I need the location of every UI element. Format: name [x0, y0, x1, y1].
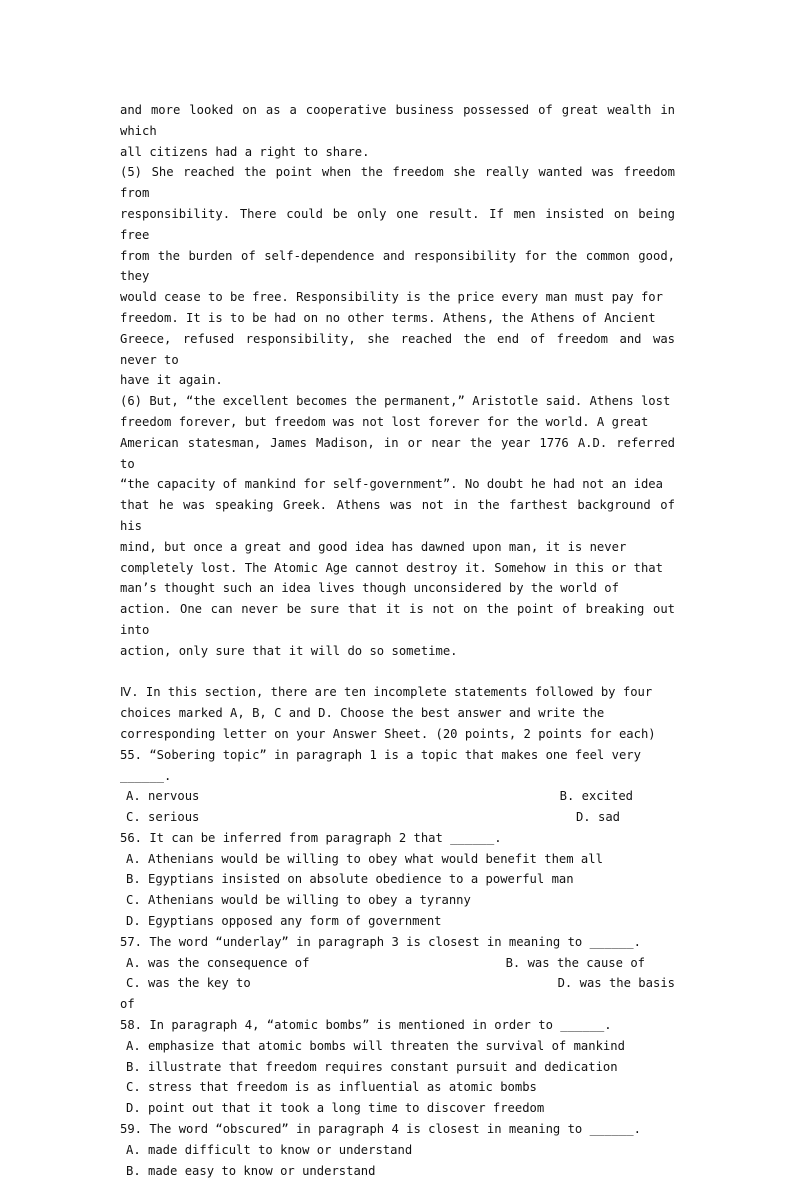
text-line: American statesman, James Madison, in or near the year 1776 A.D. referred to [120, 435, 675, 471]
option-c: C. serious [126, 810, 200, 825]
text-line: action. One can never be sure that it is not on the point of breaking out into [120, 602, 675, 637]
text-line: from the burden of self-dependence and responsibility for the common good, they [120, 248, 675, 284]
text-line: choices marked A, B, C and D. Choose the best answer and write the [120, 706, 605, 721]
text-line: (5) She reached the point when the freedom she really wanted was freedom from [120, 165, 675, 201]
option-d: D. point out that it took a long time to discover freedom [126, 1101, 545, 1116]
paragraph-4-tail [120, 100, 675, 162]
text-line: would cease to be free. Responsibility is the price every man must pay for [120, 290, 663, 305]
text-line: completely lost. The Atomic Age cannot destroy it. Somehow in this or that [120, 560, 663, 575]
text-line: “the capacity of mankind for self-government”. No doubt he had not an idea [120, 477, 663, 492]
question-57-stem: 57. The word “underlay” in paragraph 3 is closest in meaning to ______. [120, 934, 641, 949]
text-line: that he was speaking Greek. Athens was not in the farthest background of his [120, 498, 675, 533]
text-line: responsibility. There could be only one result. If men insisted on being free [120, 206, 675, 242]
text-line: 55. “Sobering topic” in paragraph 1 is a topic that makes one feel very [120, 747, 641, 762]
option-c: C. stress that freedom is as influential as atomic bombs [126, 1080, 537, 1095]
question-55-options-row-1 [120, 786, 675, 807]
text-line: Greece, refused responsibility, she reached the end of freedom and was never to [120, 331, 675, 367]
text-line: corresponding letter on your Answer Sheet. (20 points, 2 points for each) [120, 726, 656, 741]
option-d: D. was the basis [557, 976, 675, 991]
option-d: D. Egyptians opposed any form of government [126, 914, 442, 929]
option-b: B. illustrate that freedom requires constant pursuit and dedication [126, 1059, 618, 1074]
question-55-stem [120, 745, 675, 787]
spacer [120, 662, 675, 683]
option-b: B. was the cause of [505, 955, 645, 970]
option-a: A. nervous [126, 789, 200, 804]
option-a: A. emphasize that atomic bombs will threaten the survival of mankind [126, 1038, 625, 1053]
document-page [120, 100, 675, 1181]
question-59-stem: 59. The word “obscured” in paragraph 4 is closest in meaning to ______. [120, 1122, 641, 1137]
text-line: (6) But, “the excellent becomes the permanent,” Aristotle said. Athens lost [120, 394, 671, 409]
option-b: B. made easy to know or understand [126, 1163, 376, 1178]
option-a: A. made difficult to know or understand [126, 1142, 413, 1157]
paragraph-6 [120, 391, 675, 661]
question-55-options-row-2 [120, 807, 675, 828]
option-c: C. Athenians would be willing to obey a tyranny [126, 893, 471, 908]
text-line: have it again. [120, 373, 223, 388]
section-4-instructions [120, 682, 675, 744]
option-a: A. Athenians would be willing to obey what would benefit them all [126, 851, 603, 866]
option-d: D. sad [575, 810, 620, 825]
question-56-stem: 56. It can be inferred from paragraph 2 that ______. [120, 830, 502, 845]
text-line: man’s thought such an idea lives though unconsidered by the world of [120, 581, 619, 596]
text-line: ______. [120, 768, 172, 783]
option-d-wrap: of [120, 997, 135, 1012]
option-c: C. was the key to [126, 976, 251, 991]
text-line: action, only sure that it will do so sometime. [120, 643, 458, 658]
text-line: all citizens had a right to share. [120, 144, 370, 159]
question-57-options-row-2 [120, 973, 675, 994]
text-line: freedom. It is to be had on no other terms. Athens, the Athens of Ancient [120, 310, 656, 325]
text-line: freedom forever, but freedom was not lost forever for the world. A great [120, 414, 649, 429]
text-line: Ⅳ. In this section, there are ten incomplete statements followed by four [120, 685, 653, 700]
text-line: and more looked on as a cooperative business possessed of great wealth in which [120, 103, 675, 138]
question-57-options-row-1 [120, 953, 675, 974]
text-line: mind, but once a great and good idea has dawned upon man, it is never [120, 539, 627, 554]
option-b: B. excited [559, 789, 633, 804]
question-58-stem: 58. In paragraph 4, “atomic bombs” is mentioned in order to ______. [120, 1018, 612, 1033]
paragraph-5 [120, 162, 675, 391]
option-b: B. Egyptians insisted on absolute obedience to a powerful man [126, 872, 574, 887]
option-a: A. was the consequence of [126, 955, 310, 970]
